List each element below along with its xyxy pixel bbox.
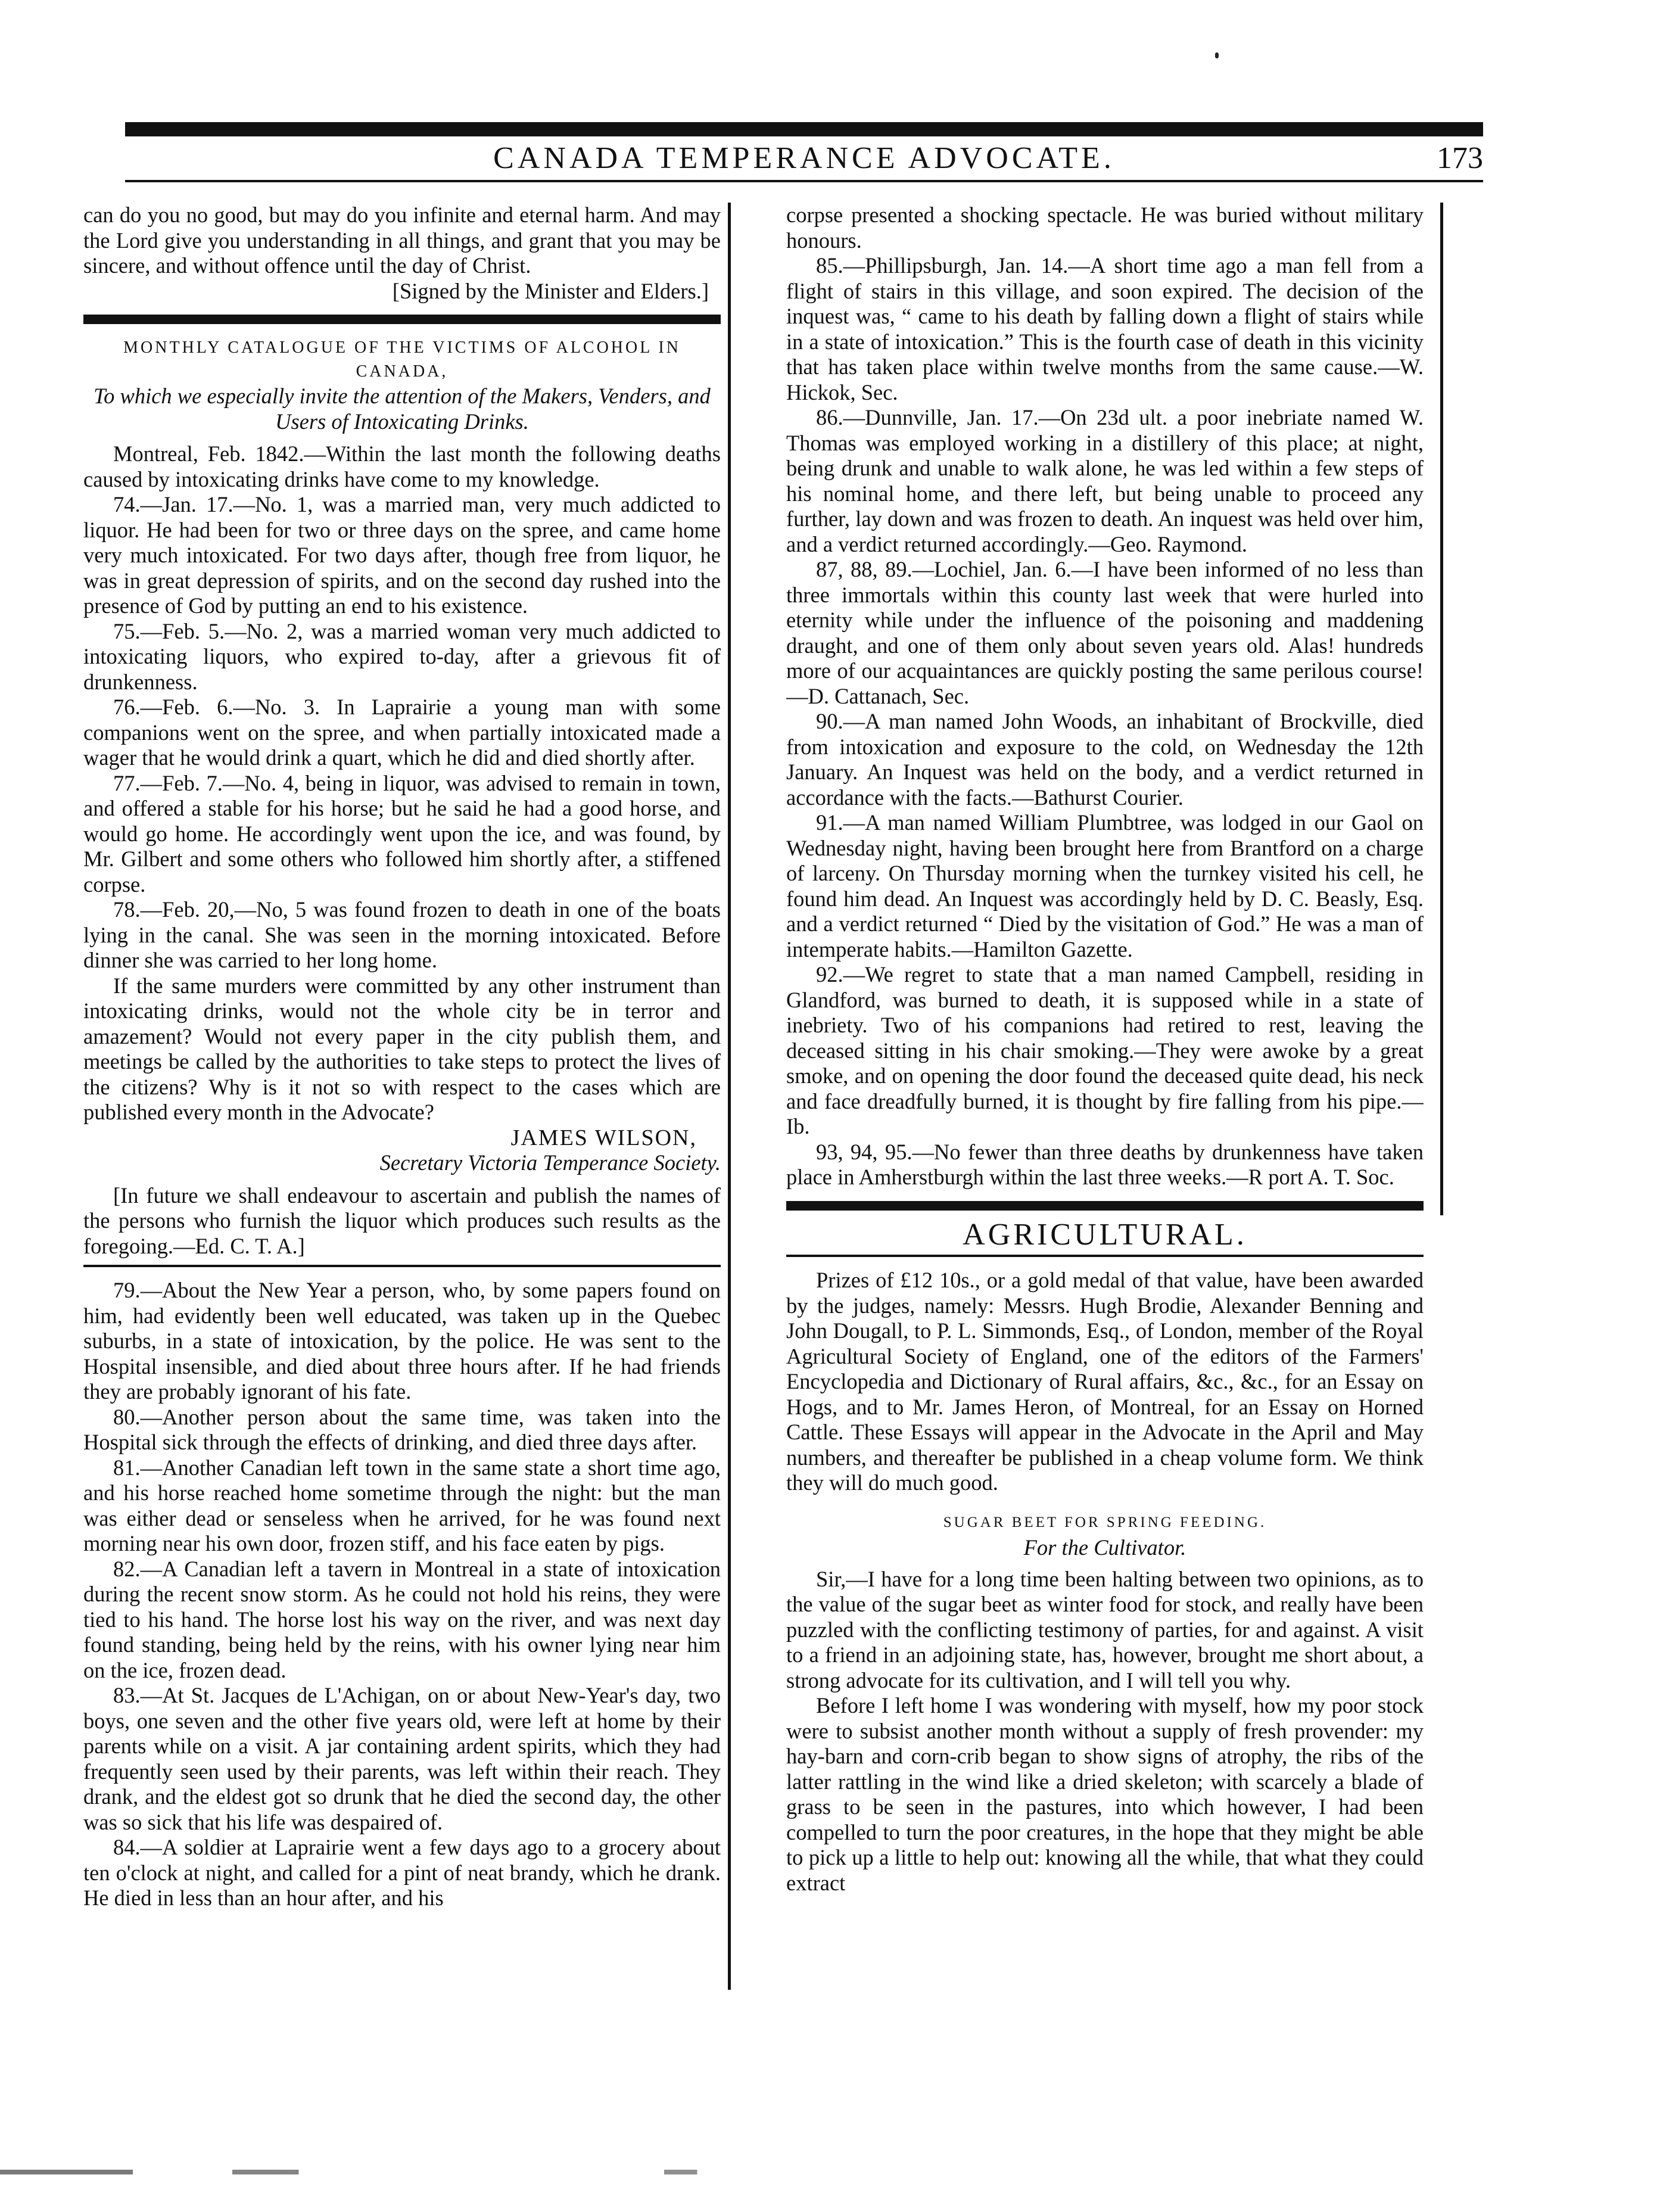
article-title: SUGAR BEET FOR SPRING FEEDING. — [943, 1514, 1267, 1530]
catalogue-paragraph: 82.—A Canadian left a tavern in Montreal in a state of intoxication during the recent snow storm. As he could not hold his reins, they were tied to his hand. The horse lost his way on the river, and was next day found standing, being held by the reins, with his owner lying near him on the ice, frozen dead. — [83, 1556, 721, 1682]
catalogue-subtitle: To which we especially invite the attention of the Makers, Venders, and Users of Intoxicating Drinks. — [94, 384, 711, 434]
section-divider — [83, 1265, 721, 1267]
intro-paragraph: can do you no good, but may do you infinite and eternal harm. And may the Lord give you understanding in all things, and grant that you may be sincere, and without offence until the day of Christ. — [83, 203, 721, 278]
article-subtitle: For the Cultivator. — [1023, 1535, 1186, 1560]
catalogue-paragraph: 80.—Another person about the same time, was taken into the Hospital sick through the effects of drinking, and died three days after. — [83, 1404, 721, 1454]
catalogue-title: MONTHLY CATALOGUE OF THE VICTIMS OF ALCOHOL IN CANADA, — [123, 338, 681, 381]
section-divider — [786, 1255, 1424, 1257]
page-number: 173 — [1437, 141, 1483, 175]
masthead-title: CANADA TEMPERANCE ADVOCATE. — [493, 141, 1115, 175]
section-divider — [83, 315, 721, 324]
signed-line: [Signed by the Minister and Elders.] — [392, 278, 709, 303]
catalogue-paragraph: 91.—A man named William Plumbtree, was lodged in our Gaol on Wednesday night, having been brought here from Brantford on a charge of larceny. On Thursday morning when the turnkey visited his cell, he found him dead. An Inquest was accordingly held by D. C. Beasly, Esq. and a verdict returned “ Died by the visitation of God.” He was a man of intemperate habits.—Hamilton Gazette. — [786, 810, 1424, 962]
catalogue-paragraph: 77.—Feb. 7.—No. 4, being in liquor, was advised to remain in town, and offered a stable for his horse; but he said he had a good horse, and would go home. He accordingly went upon the ice, and was found, by Mr. Gilbert and some others who followed him shortly after, a stiffened corpse. — [83, 770, 721, 897]
catalogue-paragraph: 85.—Phillipsburgh, Jan. 14.—A short time ago a man fell from a flight of stairs in this village, and soon expired. The decision of the inquest was, “ came to his death by falling down a flight of stairs while in a state of intoxication.” This is the fourth case of death in this vicinity that has taken place within twelve months from the same cause.—W. Hickok, Sec. — [786, 253, 1424, 405]
catalogue-paragraph: 84.—A soldier at Laprairie went a few days ago to a grocery about ten o'clock at night, and called for a pint of neat brandy, which he drank. He died in less than an hour after, and his — [83, 1835, 721, 1910]
signature-role: Secretary Victoria Temperance Society. — [379, 1150, 721, 1175]
ink-speck — [1215, 52, 1219, 58]
catalogue-paragraph: 81.—Another Canadian left town in the same state a short time ago, and his horse reached home sometime through the night: but the man was either dead or senseless when he arrived, for he was found next morning near his own door, frozen stiff, and his face eaten by pigs. — [83, 1455, 721, 1555]
catalogue-paragraph: 74.—Jan. 17.—No. 1, was a married man, very much addicted to liquor. He had been for two or three days on the spree, and came home very much intoxicated. For two days after, though free from liquor, he was in great depression of spirits, and on the second day rushed into the presence of God by putting an end to his existence. — [83, 492, 721, 618]
right-column — [786, 203, 1424, 2026]
section-divider — [786, 1201, 1424, 1211]
agricultural-paragraph: Prizes of £12 10s., or a gold medal of that value, have been awarded by the judges, namely: Messrs. Hugh Brodie, Alexander Benning and John Dougall, to P. L. Simmonds, Esq., of London, member of the Royal Agricultural Society of England, one of the editors of the Farmers' Encyclopedia and Dictionary of Rural affairs, &c., &c., for an Essay on Hogs, and to Mr. James Heron, of Montreal, for an Essay on Horned Cattle. These Essays will appear in the Advocate in the April and May numbers, and thereafter be published in a cheap volume form. We think they will do much good. — [786, 1268, 1424, 1495]
catalogue-paragraph: 83.—At St. Jacques de L'Achigan, on or about New-Year's day, two boys, one seven and the other five years old, were left at home by their parents while on a visit. A jar containing ardent spirits, which they had frequently seen used by their parents, was left within their reach. They drank, and the eldest got so drunk that he died the second day, the other was so sick that his life was despaired of. — [83, 1683, 721, 1834]
page-header — [125, 142, 1483, 175]
header-top-rule — [125, 122, 1483, 136]
catalogue-paragraph: 92.—We regret to state that a man named Campbell, residing in Glandford, was burned to death, it is supposed while in a state of inebriety. Two of his companions had retired to rest, leaving the deceased sitting in his chair smoking.—They were awoke by a great smoke, and on opening the door found the deceased quite dead, his neck and face dreadfully burned, it is thought by fire falling from his pipe.—Ib. — [786, 962, 1424, 1138]
page-bottom-edge — [0, 2170, 1660, 2174]
catalogue-paragraph: 90.—A man named John Woods, an inhabitant of Brockville, died from intoxication and exposure to the cold, on Wednesday the 12th January. An Inquest was held on the body, and a verdict returned in accordance with the facts.—Bathurst Courier. — [786, 709, 1424, 810]
article-paragraph: Sir,—I have for a long time been halting between two opinions, as to the value of the sugar beet as winter food for stock, and really have been puzzled with the conflicting testimony of parties, for and against. A visit to a friend in an adjoining state, has, however, brought me short about, a strong advocate for its cultivation, and I will tell you why. — [786, 1566, 1424, 1693]
header-bottom-rule — [125, 180, 1483, 182]
catalogue-paragraph: 86.—Dunnville, Jan. 17.—On 23d ult. a poor inebriate named W. Thomas was employed working in a distillery of this place; at night, being drunk and unable to walk alone, he was led within a few steps of his nominal home, and there left, but being unable to proceed any further, lay down and was frozen to death. An inquest was held over him, and a verdict returned accordingly.—Geo. Raymond. — [786, 405, 1424, 556]
article-paragraph: Before I left home I was wondering with myself, how my poor stock were to subsist another month without a supply of fresh provender: my hay-barn and corn-crib began to show signs of atrophy, the ribs of the latter rattling in the wind like a dried skeleton; with scarcely a blade of grass to be seen in the pastures, into which however, I had been compelled to turn the poor creatures, in the hope that they might be able to pick up a little to help out: knowing all the while, that what they could extract — [786, 1693, 1424, 1895]
catalogue-paragraph: 87, 88, 89.—Lochiel, Jan. 6.—I have been informed of no less than three immortals within this county last week that were hurled into eternity while under the influence of the poisoning and maddening draught, and one of them only about seven years old. Alas! hundreds more of our acquaintances are quickly posting the same perilous course!—D. Cattanach, Sec. — [786, 557, 1424, 708]
catalogue-paragraph: 93, 94, 95.—No fewer than three deaths by drunkenness have taken place in Amherstburgh within the last three weeks.—R port A. T. Soc. — [786, 1139, 1424, 1189]
catalogue-paragraph: 75.—Feb. 5.—No. 2, was a married woman very much addicted to intoxicating liquors, who expired to-day, after a grievous fit of drunkenness. — [83, 618, 721, 694]
left-column — [83, 203, 721, 2026]
editor-note: [In future we shall endeavour to ascertain and publish the names of the persons who furnish the liquor which produces such results as the foregoing.—Ed. C. T. A.] — [83, 1183, 721, 1258]
section-title-agricultural: AGRICULTURAL. — [963, 1217, 1247, 1252]
catalogue-paragraph: If the same murders were committed by any other instrument than intoxicating drinks, would not the whole city be in terror and amazement? Would not every paper in the city publish them, and meetings be called by the authorities to take steps to protect the lives of the citizens? Why is it not so with respect to the cases which are published every month in the Advocate? — [83, 973, 721, 1124]
catalogue-paragraph: 79.—About the New Year a person, who, by some papers found on him, had evidently been well educated, was taken up in the Quebec suburbs, in a state of intoxication, by the police. He was sent to the Hospital insensible, and died about three hours after. If he had friends they are probably ignorant of his fate. — [83, 1278, 721, 1404]
signature-name: JAMES WILSON, — [510, 1125, 697, 1150]
column-rule-left — [728, 203, 731, 1990]
column-rule-right — [1440, 203, 1443, 1215]
catalogue-paragraph: Montreal, Feb. 1842.—Within the last month the following deaths caused by intoxicating drinks have come to my knowledge. — [83, 441, 721, 491]
catalogue-paragraph: 76.—Feb. 6.—No. 3. In Laprairie a young man with some companions went on the spree, and when partially intoxicated made a wager that he would drink a quart, which he did and died shortly after. — [83, 695, 721, 770]
catalogue-paragraph: 78.—Feb. 20,—No, 5 was found frozen to death in one of the boats lying in the canal. She was seen in the morning intoxicated. Before dinner she was carried to her long home. — [83, 897, 721, 972]
catalogue-paragraph: corpse presented a shocking spectacle. He was buried without military honours. — [786, 203, 1424, 253]
